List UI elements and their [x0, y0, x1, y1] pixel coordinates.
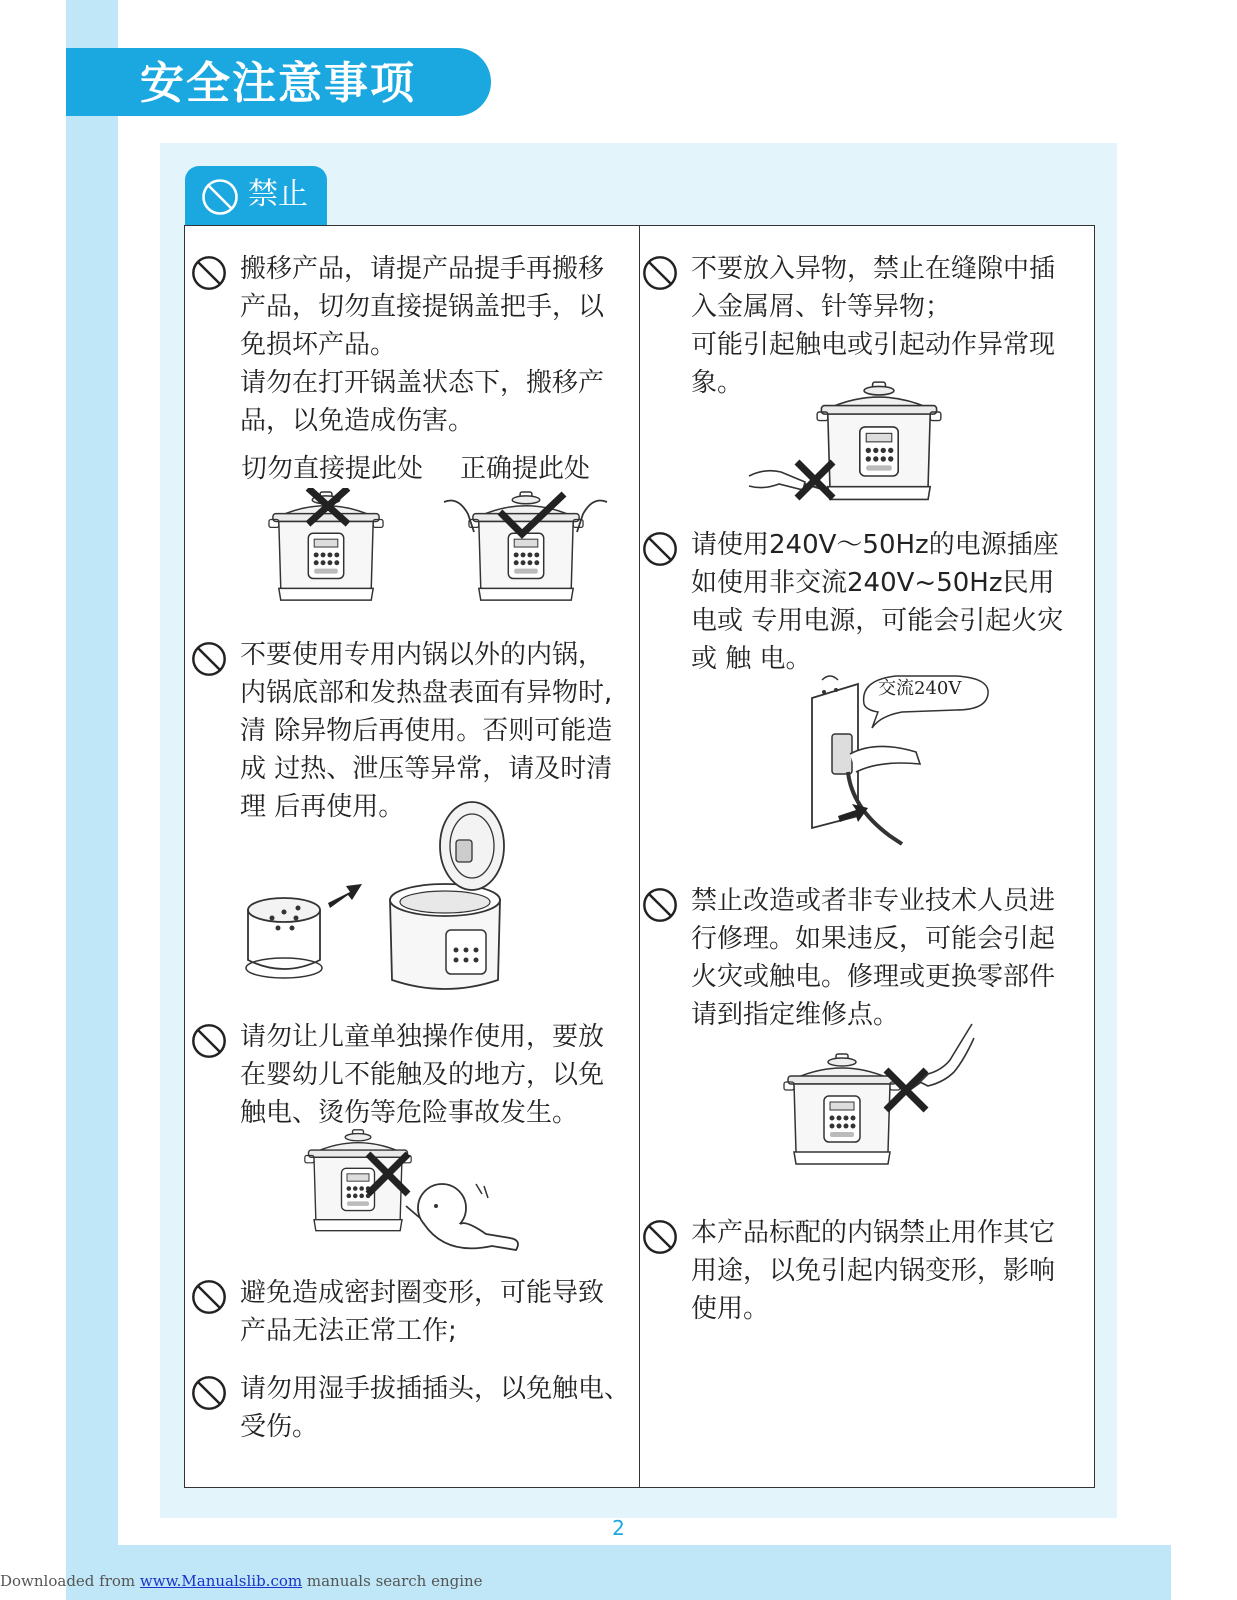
- warning-item: [190, 636, 612, 826]
- warning-text-line: 触电、烫伤等危险事故发生。: [240, 1098, 579, 1128]
- prohibition-icon: [200, 177, 240, 217]
- warning-item: [641, 1214, 1055, 1328]
- warning-text-line: 可能引起触电或引起动作异常现: [691, 330, 1056, 360]
- cooker-correct-lift-illustration: [438, 488, 613, 610]
- label-wrong-handle: 切勿直接提此处: [241, 454, 424, 484]
- warning-text-line: 行修理。如果违反，可能会引起: [691, 924, 1056, 954]
- warning-text-line: 电或 专用电源，可能会引起火灾: [691, 606, 1064, 636]
- warning-text-line: 清 除异物后再使用。否则可能造: [240, 716, 613, 746]
- prohibition-icon: [190, 1374, 228, 1412]
- warning-text-line: 在婴幼儿不能触及的地方，以免: [240, 1060, 605, 1090]
- warning-item: [190, 250, 604, 440]
- manualslib-link[interactable]: www.Manualslib.com: [139, 1572, 303, 1590]
- warning-text-line: 产品，切勿直接提锅盖把手，以: [240, 292, 605, 322]
- warning-text-line: 或 触 电。: [691, 644, 812, 674]
- warning-text-line: 受伤。: [240, 1412, 319, 1442]
- warning-item: [190, 1274, 604, 1350]
- foreign-object-illustration: [745, 380, 955, 510]
- side-color-strip: [66, 0, 118, 1600]
- warning-text-line: 不要放入异物，禁止在缝隙中插: [691, 254, 1056, 284]
- prohibition-icon: [641, 530, 679, 568]
- warning-text-line: 请勿在打开锅盖状态下，搬移产: [240, 368, 605, 398]
- warning-text-line: 免损坏产品。: [240, 330, 397, 360]
- warning-text-line: 产品无法正常工作;: [240, 1316, 457, 1346]
- prohibition-icon: [190, 1022, 228, 1060]
- repair-prohibited-illustration: [778, 1020, 978, 1175]
- warning-text-line: 请勿让儿童单独操作使用，要放: [240, 1022, 605, 1052]
- prohibition-icon: [190, 254, 228, 292]
- warning-text-line: 火灾或触电。修理或更换零部件: [691, 962, 1056, 992]
- page-title: 安全注意事项: [140, 58, 416, 109]
- warning-text-line: 用途，以免引起内锅变形，影响: [691, 1256, 1056, 1286]
- prohibition-icon: [641, 254, 679, 292]
- warning-text-line: 使用。: [691, 1294, 770, 1324]
- page-number: 2: [612, 1516, 625, 1540]
- cooker-wrong-lift-illustration: [260, 488, 392, 610]
- child-cooker-illustration: [296, 1128, 528, 1270]
- column-divider: [639, 225, 640, 1488]
- prohibition-icon: [641, 886, 679, 924]
- warning-text-line: 内锅底部和发热盘表面有异物时,: [240, 678, 613, 708]
- prohibition-icon: [641, 1218, 679, 1256]
- download-footer: [0, 1571, 483, 1591]
- warning-text-line: 请到指定维修点。: [691, 1000, 900, 1030]
- footer-suffix: manuals search engine: [302, 1572, 483, 1590]
- warning-text-line: 成 过热、泄压等异常，请及时清: [240, 754, 613, 784]
- warning-text-line: 请使用240V～50Hz的电源插座: [691, 530, 1059, 560]
- section-badge-label: 禁止: [248, 177, 308, 212]
- warning-item: [641, 882, 1055, 1034]
- warning-text-line: 不要使用专用内锅以外的内锅，: [240, 640, 605, 670]
- warning-item: [190, 1370, 630, 1446]
- footer-prefix: Downloaded from: [0, 1572, 140, 1590]
- prohibition-icon: [190, 1278, 228, 1316]
- warning-text-line: 请勿用湿手拔插插头，以免触电、: [240, 1374, 631, 1404]
- warning-text-line: 品，以免造成伤害。: [240, 406, 475, 436]
- warning-item: [190, 1018, 604, 1132]
- warning-item: [641, 526, 1063, 678]
- warning-text-line: 理 后再使用。: [240, 792, 405, 822]
- warning-text-line: 禁止改造或者非专业技术人员进: [691, 886, 1056, 916]
- inner-pot-illustration: [240, 800, 515, 1005]
- warning-text-line: 避免造成密封圈变形，可能导致: [240, 1278, 605, 1308]
- prohibition-icon: [190, 640, 228, 678]
- warning-text-line: 如使用非交流240V~50Hz民用: [691, 568, 1055, 598]
- warning-text-line: 本产品标配的内锅禁止用作其它: [691, 1218, 1056, 1248]
- label-right-handle: 正确提此处: [460, 454, 591, 484]
- warning-text-line: 搬移产品，请提产品提手再搬移: [240, 254, 605, 284]
- speech-bubble-text: 交流240V: [878, 678, 962, 699]
- warning-text-line: 入金属屑、针等异物；: [691, 292, 952, 322]
- warning-text-line: 象。: [691, 368, 744, 398]
